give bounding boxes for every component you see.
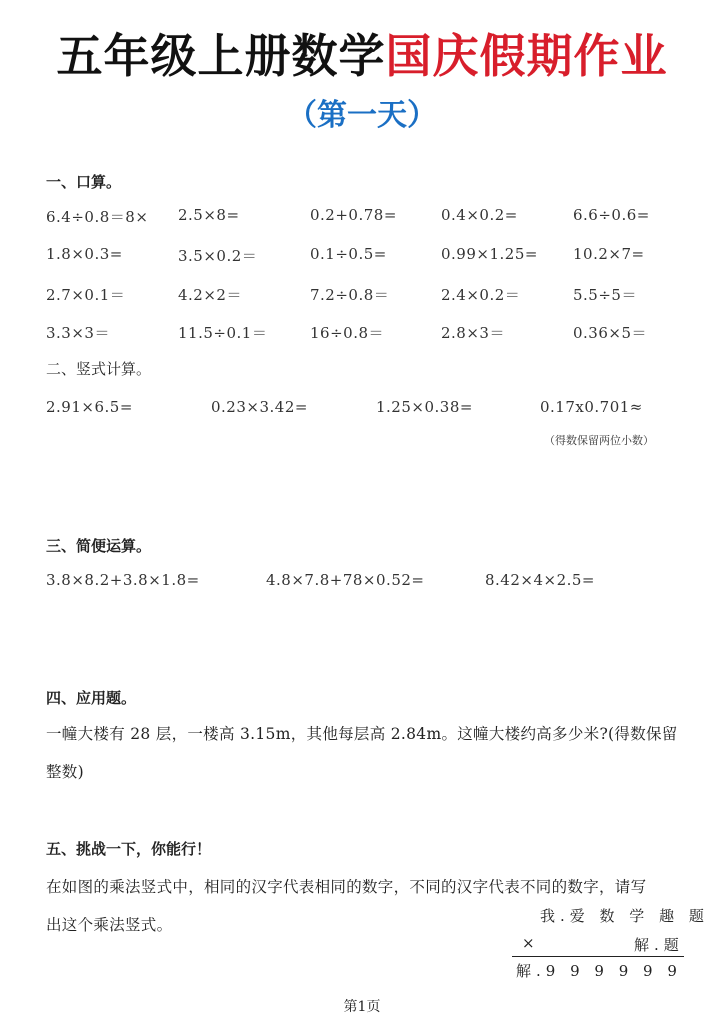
oral-calc-item: 5.5÷5＝ [573,286,637,304]
title-red-part: 国庆假期作业 [385,29,668,83]
section3-heading: 三、简便运算。 [46,537,152,555]
oral-calc-item: 2.5×8= [178,206,240,224]
oral-calc-item: 1.8×0.3= [46,245,123,263]
puzzle-multiplier: 解.题 [634,936,684,954]
vertical-calc-item: 0.17x0.701≈ [540,398,643,416]
puzzle-product: 解.9 9 9 9 9 9 [516,962,682,980]
page-subtitle: （第一天） [287,98,437,133]
oral-calc-item: 16÷0.8＝ [310,324,385,342]
word-problem-line: 整数) [46,763,84,781]
oral-calc-item: 10.2×7= [573,245,645,263]
oral-calc-item: 2.8×3＝ [441,324,505,342]
oral-calc-item: 6.6÷0.6= [573,206,650,224]
puzzle-divider-line [512,956,684,957]
simplify-item: 8.42×4×2.5= [485,571,596,589]
page-number: 第1页 [343,999,381,1015]
oral-calc-item: 6.4÷0.8＝8× [46,208,149,226]
section4-heading: 四、应用题。 [46,689,137,707]
title-black-part: 五年级上册数学 [56,29,386,83]
puzzle-times-sign: × [522,934,540,952]
section5-heading: 五、挑战一下，你能行！ [46,840,212,858]
rounding-note: （得数保留两位小数） [544,434,654,447]
oral-calc-item: 0.4×0.2= [441,206,518,224]
oral-calc-item: 0.1÷0.5= [310,245,387,263]
challenge-text-line: 在如图的乘法竖式中，相同的汉字代表相同的数字，不同的汉字代表不同的数字，请写 [46,878,647,896]
challenge-text-line: 出这个乘法竖式。 [46,916,173,934]
oral-calc-item: 0.36×5＝ [573,324,648,342]
oral-calc-item: 11.5÷0.1＝ [178,324,268,342]
oral-calc-item: 3.3×3＝ [46,324,110,342]
section1-heading: 一、口算。 [46,173,122,191]
oral-calc-item: 0.99×1.25= [441,245,538,263]
oral-calc-item: 0.2+0.78= [310,206,397,224]
section2-heading: 二、竖式计算。 [46,360,152,378]
simplify-item: 3.8×8.2+3.8×1.8= [46,571,200,589]
oral-calc-item: 7.2÷0.8＝ [310,286,390,304]
vertical-calc-item: 1.25×0.38= [376,398,473,416]
word-problem-line: 一幢大楼有 28 层，一楼高 3.15m，其他每层高 2.84m。这幢大楼约高多少米?(得数保留 [46,725,678,743]
vertical-calc-item: 0.23×3.42= [211,398,308,416]
simplify-item: 4.8×7.8+78×0.52= [266,571,425,589]
oral-calc-item: 4.2×2＝ [178,286,242,304]
oral-calc-item: 3.5×0.2＝ [178,247,258,265]
puzzle-multiplicand: 我.爱 数 学 趣 题 [540,907,709,925]
oral-calc-item: 2.7×0.1＝ [46,286,126,304]
oral-calc-item: 2.4×0.2＝ [441,286,521,304]
vertical-calc-item: 2.91×6.5= [46,398,133,416]
page-title [0,28,724,84]
